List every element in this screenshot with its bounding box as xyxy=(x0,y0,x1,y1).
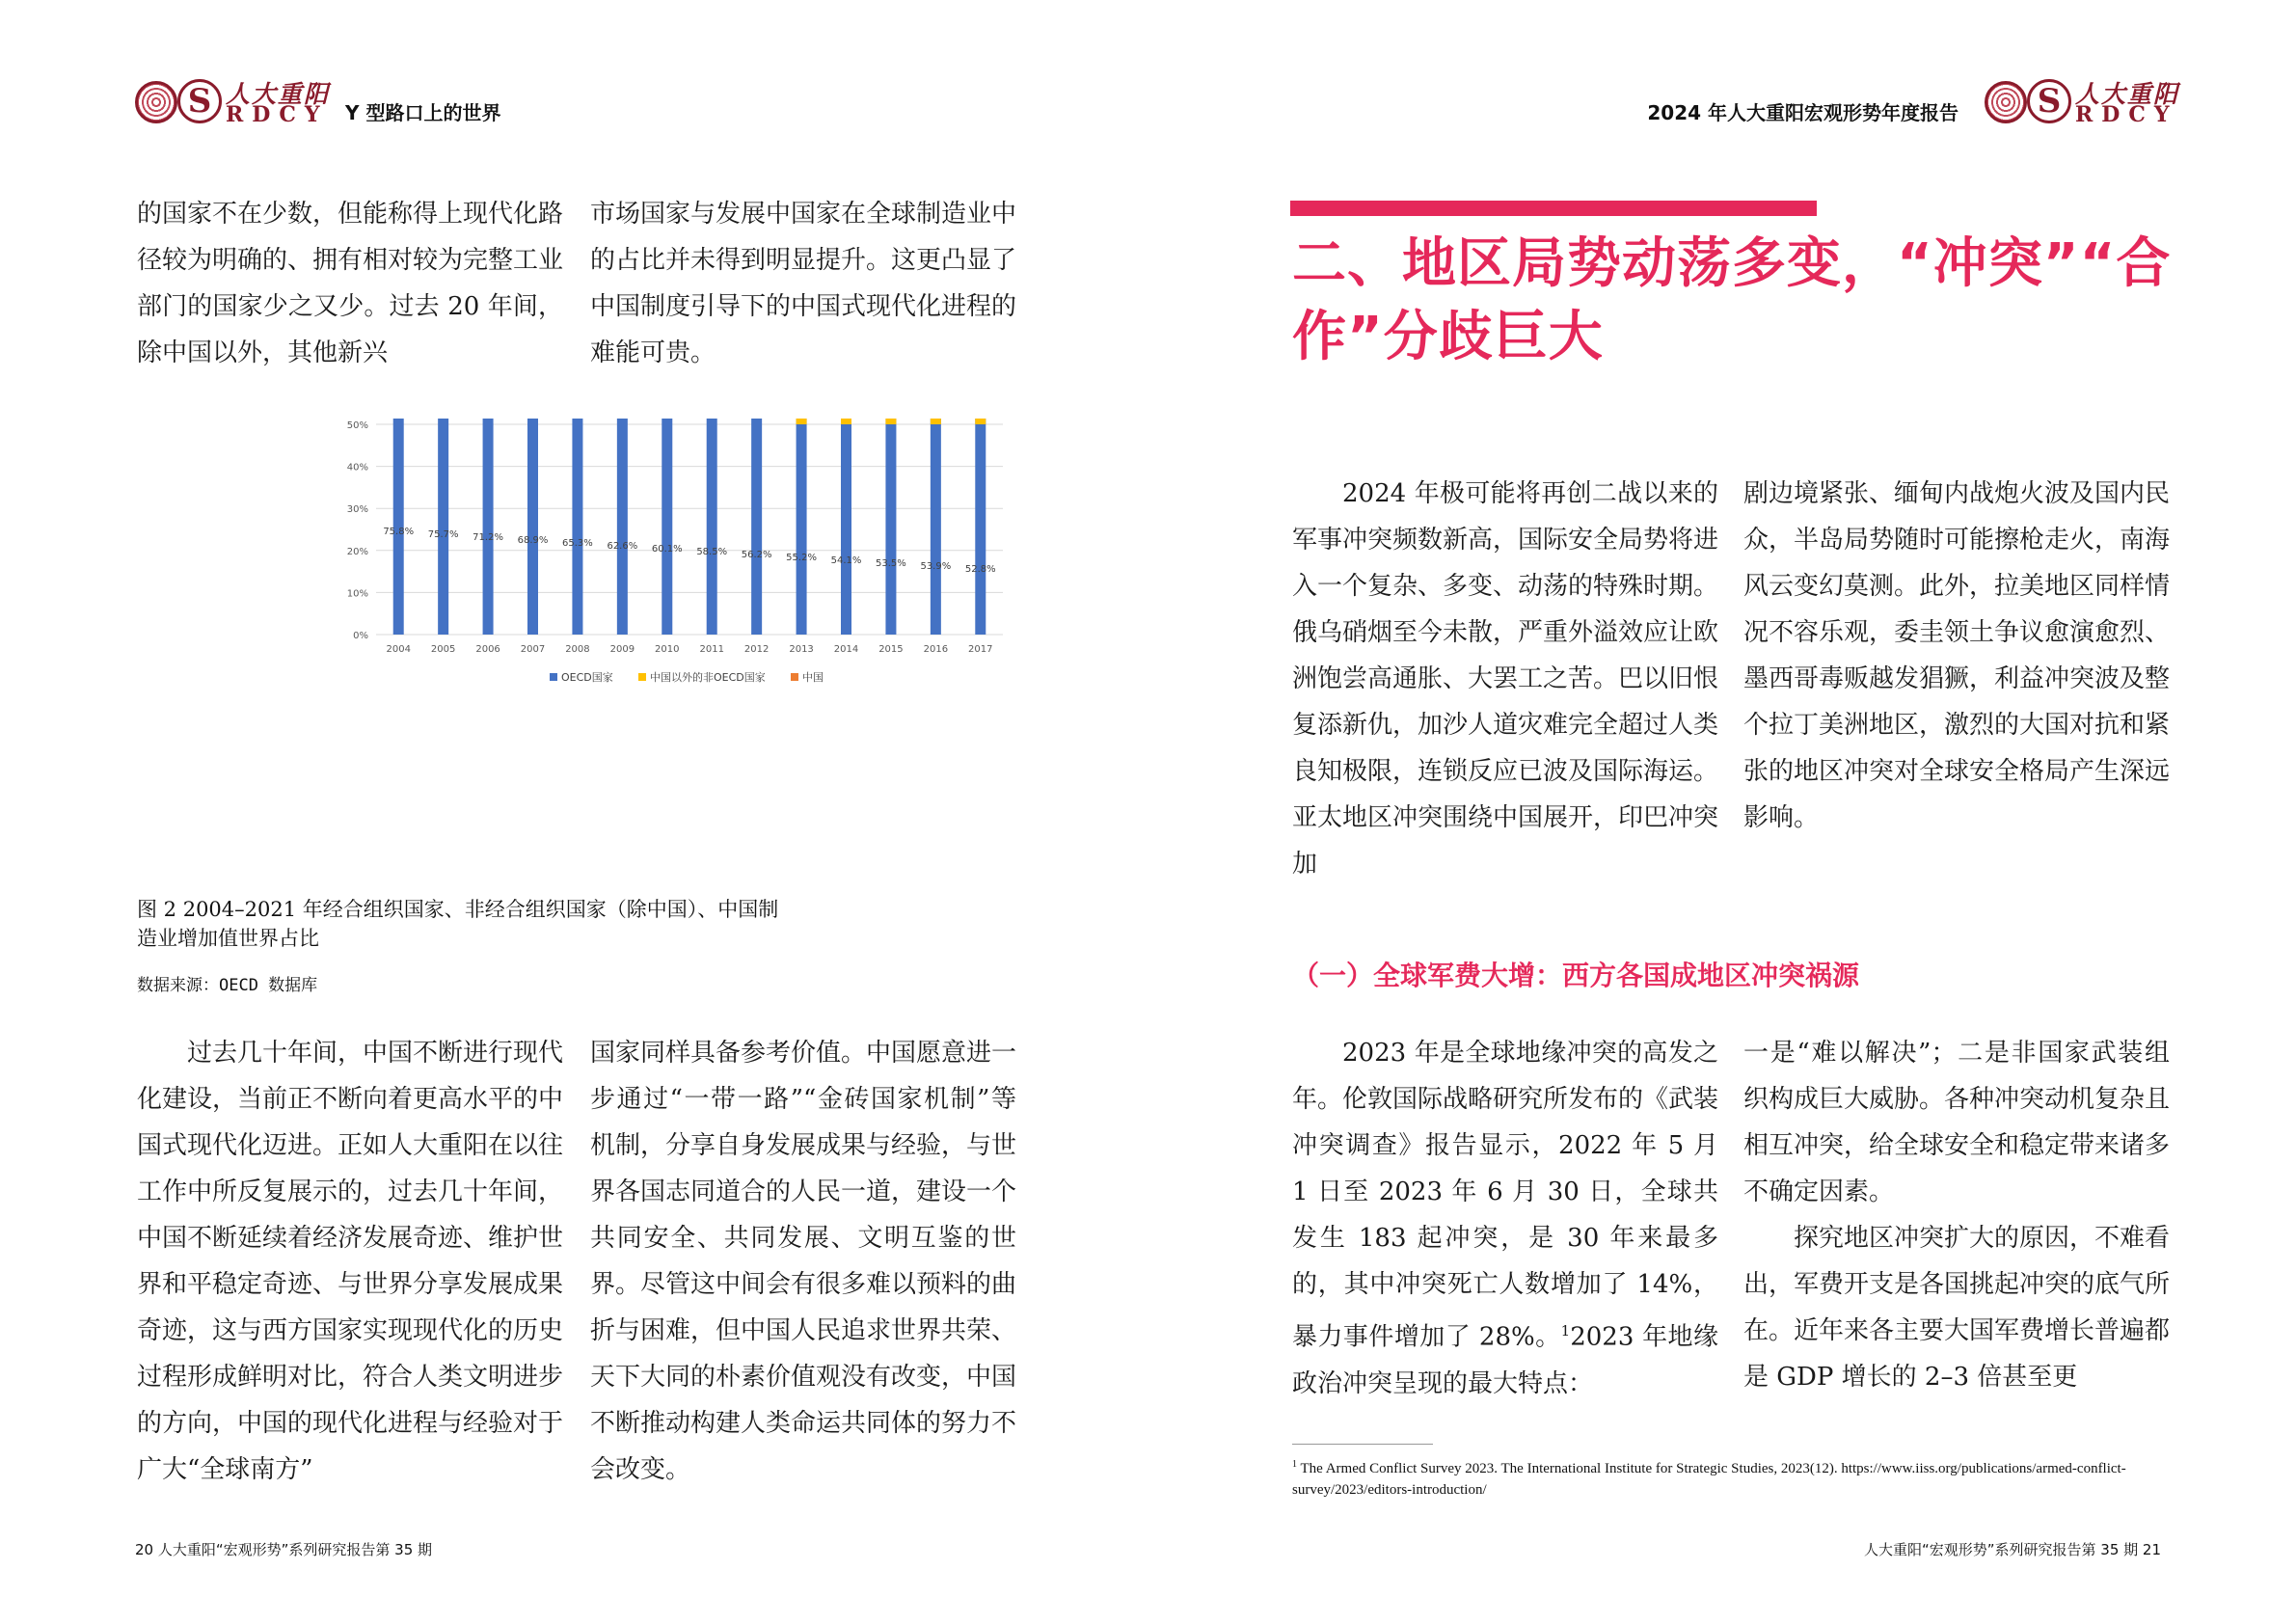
x-tick-label: 2016 xyxy=(923,644,949,655)
x-tick-label: 2012 xyxy=(743,644,770,655)
section-accent-bar xyxy=(1290,201,1817,216)
bar-OECD国家 xyxy=(572,419,582,635)
s-emblem-icon: S xyxy=(2027,79,2071,123)
paragraph: 一是“难以解决”；二是非国家武装组织构成巨大威胁。各种冲突动机复杂且相互冲突，给全球安全和稳定带来诸多不确定因素。 xyxy=(1743,1039,2171,1206)
paragraph: 的国家不在少数，但能称得上现代化路径较为明确的、拥有相对较为完整工业部门的国家少之又少。过去 20 年间，除中国以外，其他新兴 xyxy=(137,200,564,367)
x-tick-label: 2007 xyxy=(520,644,546,655)
right-col-2-lower xyxy=(1743,1030,2170,1400)
data-label: 75.8% xyxy=(383,527,415,537)
data-label: 56.2% xyxy=(741,550,772,560)
bar-OECD国家 xyxy=(841,419,851,635)
y-tick-label: 40% xyxy=(346,462,368,474)
x-tick-label: 2017 xyxy=(968,644,993,655)
bar-OECD国家 xyxy=(751,419,762,635)
manufacturing-share-chart xyxy=(328,386,1022,704)
data-label: 62.6% xyxy=(607,541,638,552)
paragraph: 过去几十年间，中国不断进行现代化建设，当前正不断向着更高水平的中国式现代化迈进。正如人大重阳在以往工作中所反复展示的，过去几十年间，中国不断延续着经济发展奇迹、维护世界和平稳定奇迹、与世界分享发展成果奇迹，这与西方国家实现现代化的历史过程形成鲜明对比，符合人类文明进步的方向，中国的现代化进程与经验对于广大“全球南方” xyxy=(137,1039,564,1484)
paragraph-text: 2023 年地缘政治冲突呈现的最大特点： xyxy=(1292,1322,1718,1398)
bar-中国以外的非OECD国家 xyxy=(797,419,807,424)
rdcy-logo-left xyxy=(135,77,331,131)
right-footer: 人大重阳“宏观形势”系列研究报告第 35 期 21 xyxy=(1863,1541,2161,1558)
footnote-text: The Armed Conflict Survey 2023. The International Institute for Strategic Studies, 2023(12). https://www.iiss.org/publications/armed-conflict-survey/2023/editors-introduction/ xyxy=(1292,1461,2126,1498)
legend-swatch xyxy=(550,673,557,681)
paragraph-text: 2023 年是全球地缘冲突的高发之年。伦敦国际战略研究所发布的《武装冲突调查》报告显示，2022 年 5 月 1 日至 2023 年 6 月 30 日，全球共发生 183 起冲突，是 30 年来最多的，其中冲突死亡人数增加了 14%，暴力事件增加了 28%。 xyxy=(1292,1039,1719,1352)
footnote-number: 1 xyxy=(1292,1459,1297,1470)
footnote xyxy=(1292,1454,2160,1501)
left-top-col-1 xyxy=(137,191,563,376)
bar-中国以外的非OECD国家 xyxy=(931,419,941,424)
left-header-title: Y 型路口上的世界 xyxy=(345,101,501,124)
logo-en-text: RDCY xyxy=(2075,102,2178,127)
paragraph: 市场国家与发展中国家在全球制造业中的占比并未得到明显提升。这更凸显了中国制度引导下的中国式现代化进程的难能可贵。 xyxy=(590,200,1017,367)
legend-label: 中国以外的非OECD国家 xyxy=(650,671,766,684)
data-label: 75.7% xyxy=(427,529,459,540)
left-bottom-col-1 xyxy=(137,1030,563,1493)
caption-text: 图 2 2004–2021 年经合组织国家、非经合组织国家（除中国）、中国制造业增加值世界占比 xyxy=(137,898,779,950)
data-label: 65.3% xyxy=(562,538,593,549)
subsection-title: （一）全球军费大增：西方各国成地区冲突祸源 xyxy=(1292,960,1860,991)
right-col-1 xyxy=(1292,471,1718,887)
y-tick-label: 50% xyxy=(346,420,368,431)
data-label: 55.2% xyxy=(786,553,817,563)
logo-cn-text: 人大重阳 xyxy=(226,80,331,108)
seal-icon xyxy=(135,81,177,123)
bar-OECD国家 xyxy=(975,419,986,635)
data-label: 58.5% xyxy=(696,547,728,557)
x-tick-label: 2008 xyxy=(565,644,590,655)
legend-label: OECD国家 xyxy=(561,671,613,684)
data-source: 数据来源：OECD 数据库 xyxy=(137,976,318,995)
paragraph xyxy=(1292,1030,1718,1407)
bar-OECD国家 xyxy=(617,419,628,635)
x-tick-label: 2010 xyxy=(655,644,680,655)
legend-swatch xyxy=(638,673,646,681)
bar-OECD国家 xyxy=(662,419,672,635)
y-tick-label: 10% xyxy=(346,588,368,600)
left-footer: 20 人大重阳“宏观形势”系列研究报告第 35 期 xyxy=(135,1541,433,1558)
y-axis-ticks xyxy=(347,420,368,641)
y-tick-label: 30% xyxy=(346,504,368,516)
s-emblem-icon: S xyxy=(177,79,222,123)
x-tick-label: 2004 xyxy=(386,644,411,655)
right-col-2 xyxy=(1743,471,2170,841)
y-tick-label: 0% xyxy=(353,631,368,641)
bar-OECD国家 xyxy=(931,419,941,635)
y-tick-label: 20% xyxy=(346,546,368,557)
x-tick-label: 2011 xyxy=(699,644,724,655)
right-header-title: 2024 年人大重阳宏观形势年度报告 xyxy=(1647,101,1958,124)
left-top-col-2 xyxy=(590,191,1016,376)
data-label: 53.5% xyxy=(876,558,906,569)
x-tick-label: 2013 xyxy=(789,644,814,655)
bar-OECD国家 xyxy=(797,419,807,635)
paragraph: 国家同样具备参考价值。中国愿意进一步通过“一带一路”“金砖国家机制”等机制，分享自身发展成果与经验，与世界各国志同道合的人民一道，建设一个共同安全、共同发展、文明互鉴的世界。尽管这中间会有很多难以预料的曲折与困难，但中国人民追求世界共荣、天下大同的朴素价值观没有改变，中国不断推动构建人类命运共同体的努力不会改变。 xyxy=(590,1039,1017,1484)
bar-中国以外的非OECD国家 xyxy=(975,419,986,424)
data-label: 71.2% xyxy=(473,532,503,543)
logo-cn-text: 人大重阳 xyxy=(2075,80,2180,108)
footnote-rule xyxy=(1292,1444,1433,1445)
right-col-1-lower xyxy=(1292,1030,1718,1407)
bar-OECD国家 xyxy=(707,419,717,635)
x-axis-ticks xyxy=(386,644,992,655)
bar-中国以外的非OECD国家 xyxy=(885,419,896,424)
x-tick-label: 2005 xyxy=(430,644,456,655)
legend-swatch xyxy=(791,673,798,681)
data-label: 68.9% xyxy=(517,535,549,546)
x-tick-label: 2015 xyxy=(878,644,904,655)
chart-legend xyxy=(550,670,824,684)
chart-gridlines xyxy=(376,424,1003,635)
bar-OECD国家 xyxy=(885,419,896,635)
figure-caption xyxy=(137,895,793,953)
bar-OECD国家 xyxy=(438,419,448,635)
x-tick-label: 2009 xyxy=(609,644,635,655)
paragraph: 2024 年极可能将再创二战以来的军事冲突频数新高，国际安全局势将进入一个复杂、多变、动荡的特殊时期。俄乌硝烟至今未散，严重外溢效应让欧洲饱尝高通胀、大罢工之苦。巴以旧恨复添新仇，加沙人道灾难完全超过人类良知极限，连锁反应已波及国际海运。亚太地区冲突围绕中国展开，印巴冲突加 xyxy=(1292,479,1719,879)
paragraph: 探究地区冲突扩大的原因，不难看出，军费开支是各国挑起冲突的底气所在。近年来各主要大国军费增长普遍都是 GDP 增长的 2–3 倍甚至更 xyxy=(1743,1224,2171,1392)
chart-bars xyxy=(393,419,986,635)
paragraph: 剧边境紧张、缅甸内战炮火波及国内民众，半岛局势随时可能擦枪走火，南海风云变幻莫测。此外，拉美地区同样情况不容乐观，委圭领土争议愈演愈烈、墨西哥毒贩越发猖獗，利益冲突波及整个拉丁美洲地区，激烈的大国对抗和紧张的地区冲突对全球安全格局产生深远影响。 xyxy=(1743,479,2171,832)
section-title: 二、地区局势动荡多变，“冲突”“合作”分歧巨大 xyxy=(1292,232,2172,368)
data-label: 53.9% xyxy=(920,561,952,572)
logo-en-text: RDCY xyxy=(226,102,329,127)
data-label: 60.1% xyxy=(651,544,683,555)
data-label: 54.1% xyxy=(830,555,862,566)
x-tick-label: 2014 xyxy=(833,644,859,655)
rdcy-logo-right xyxy=(1985,77,2180,131)
seal-icon xyxy=(1985,81,2027,123)
left-bottom-col-2 xyxy=(590,1030,1016,1493)
bar-OECD国家 xyxy=(527,419,538,635)
bar-OECD国家 xyxy=(483,419,494,635)
legend-label: 中国 xyxy=(802,671,824,684)
data-label: 52.8% xyxy=(964,564,996,575)
footnote-ref[interactable]: 1 xyxy=(1560,1322,1571,1340)
bar-中国以外的非OECD国家 xyxy=(841,419,851,424)
x-tick-label: 2006 xyxy=(475,644,500,655)
